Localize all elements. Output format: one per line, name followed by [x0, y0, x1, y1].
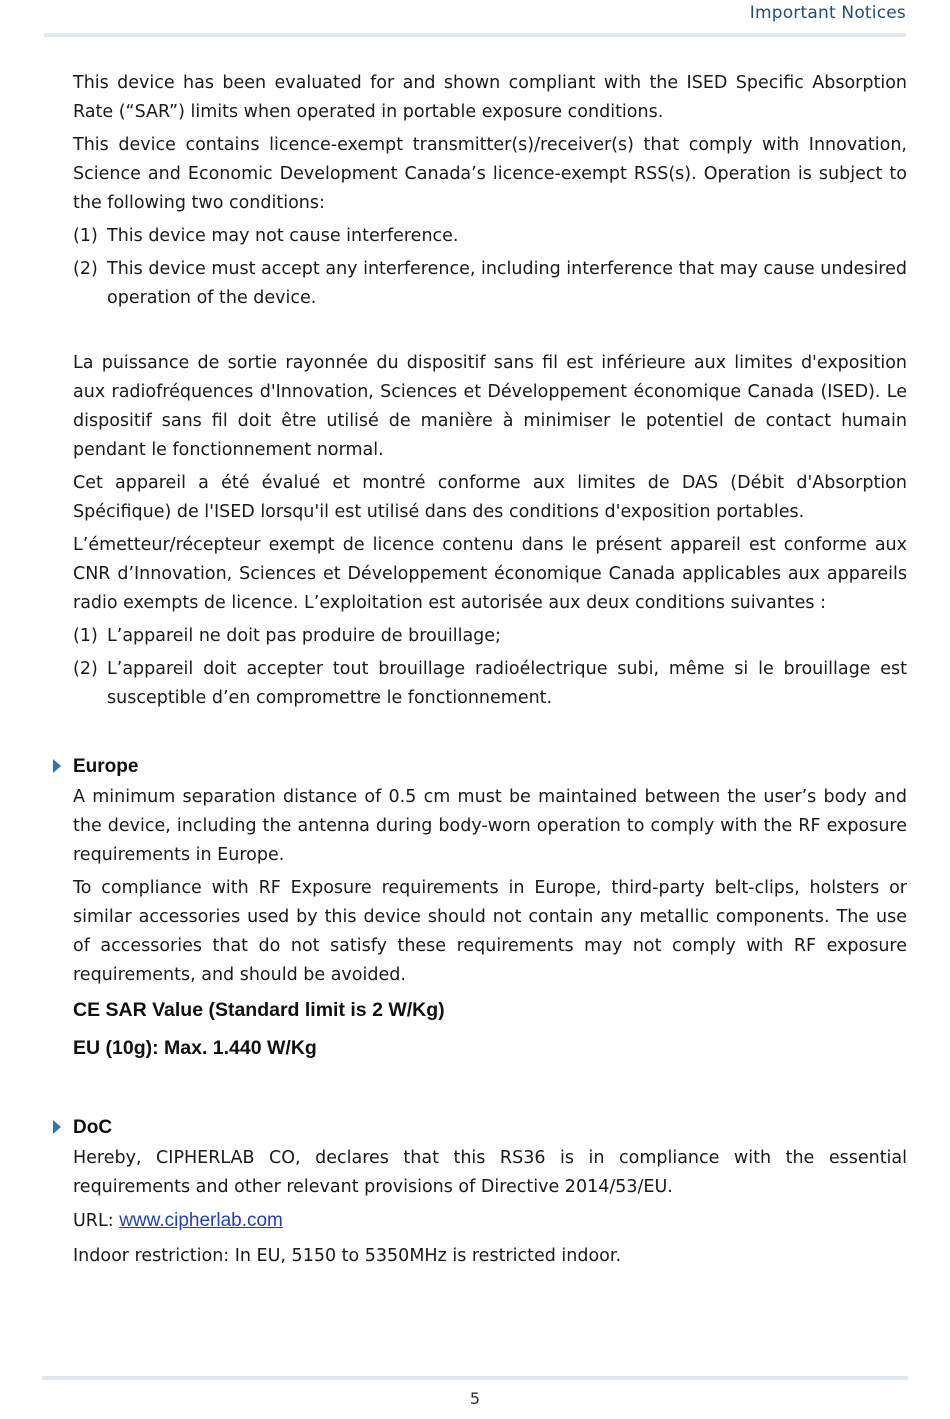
list-item: [73, 622, 907, 651]
triangle-bullet-icon: [53, 759, 61, 773]
ised-en-paragraph-2: This device contains licence-exempt transmitter(s)/receiver(s) that comply with Innovation, Science and Economic Development Canada’s licence-exempt RSS(s). Operation is subject to the following two conditions:: [73, 135, 907, 213]
europe-paragraph-1: A minimum separation distance of 0.5 cm must be maintained between the user’s body and the device, including the antenna during body-worn operation to comply with the RF exposure requirements in Europe.: [73, 787, 907, 865]
url-label: URL:: [73, 1211, 114, 1231]
page-content: [73, 69, 907, 1275]
spacer: [73, 317, 907, 349]
ce-sar-title: CE SAR Value (Standard limit is 2 W/Kg): [73, 999, 445, 1021]
ised-fr-paragraph-2: Cet appareil a été évalué et montré conforme aux limites de DAS (Débit d'Absorption Spécifique) de l'ISED lorsqu'il est utilisé dans des conditions d'exposition portables.: [73, 473, 907, 522]
list-item: [73, 222, 907, 251]
list-text: L’appareil ne doit pas produire de brouillage;: [107, 626, 501, 646]
europe-paragraph-2: To compliance with RF Exposure requirements in Europe, third-party belt-clips, holsters or similar accessories used by this device should not contain any metallic components. The use of accessories that do not satisfy these requirements may not comply with RF exposure requirements, and should be avoided.: [73, 878, 907, 985]
header-divider: [44, 33, 906, 37]
ised-fr-paragraph-3: L’émetteur/récepteur exempt de licence contenu dans le présent appareil est conforme aux CNR d’Innovation, Sciences et Développement économique Canada applicables aux appareils radio exempts de licence. L’exploitation est autorisée aux deux conditions suivantes :: [73, 535, 907, 613]
ised-en-paragraph-1: This device has been evaluated for and shown compliant with the ISED Specific Absorption Rate (“SAR”) limits when operated in portable exposure conditions.: [73, 73, 907, 122]
list-item: [73, 255, 907, 313]
list-item: [73, 655, 907, 713]
doc-url-line: [73, 1206, 907, 1236]
section-heading-label: Europe: [73, 756, 139, 777]
list-text: This device must accept any interference, including interference that may cause undesired operation of the device.: [107, 259, 907, 308]
list-text: This device may not cause interference.: [107, 226, 459, 246]
doc-paragraph-1: Hereby, CIPHERLAB CO, declares that this RS36 is in compliance with the essential requirements and other relevant provisions of Directive 2014/53/EU.: [73, 1148, 907, 1197]
section-heading-europe: [73, 753, 907, 781]
section-heading-label: DoC: [73, 1117, 113, 1138]
list-number: (2): [73, 259, 98, 279]
ised-fr-paragraph-1: La puissance de sortie rayonnée du dispositif sans fil est inférieure aux limites d'exposition aux radiofréquences d'Innovation, Sciences et Développement économique Canada (ISED). Le dispositif sans fil doit être utilisé de manière à minimiser le potentiel de contact humain pendant le fonctionnement normal.: [73, 353, 907, 460]
list-number: (1): [73, 226, 98, 246]
triangle-bullet-icon: [53, 1120, 61, 1134]
page-number: 5: [469, 1389, 481, 1408]
spacer: [73, 1072, 907, 1114]
cipherlab-website-link[interactable]: www.cipherlab.com: [119, 1210, 283, 1231]
footer-divider: [42, 1376, 908, 1380]
section-heading-doc: [73, 1114, 907, 1142]
list-text: L’appareil doit accepter tout brouillage radioélectrique subi, même si le brouillage est susceptible d’en compromettre le fonctionnement.: [107, 659, 907, 708]
ce-sar-value: EU (10g): Max. 1.440 W/Kg: [73, 1037, 317, 1059]
list-number: (2): [73, 659, 98, 679]
list-number: (1): [73, 626, 98, 646]
doc-paragraph-3: Indoor restriction: In EU, 5150 to 5350MHz is restricted indoor.: [73, 1246, 622, 1266]
header-title: Important Notices: [749, 3, 906, 23]
spacer: [73, 717, 907, 753]
